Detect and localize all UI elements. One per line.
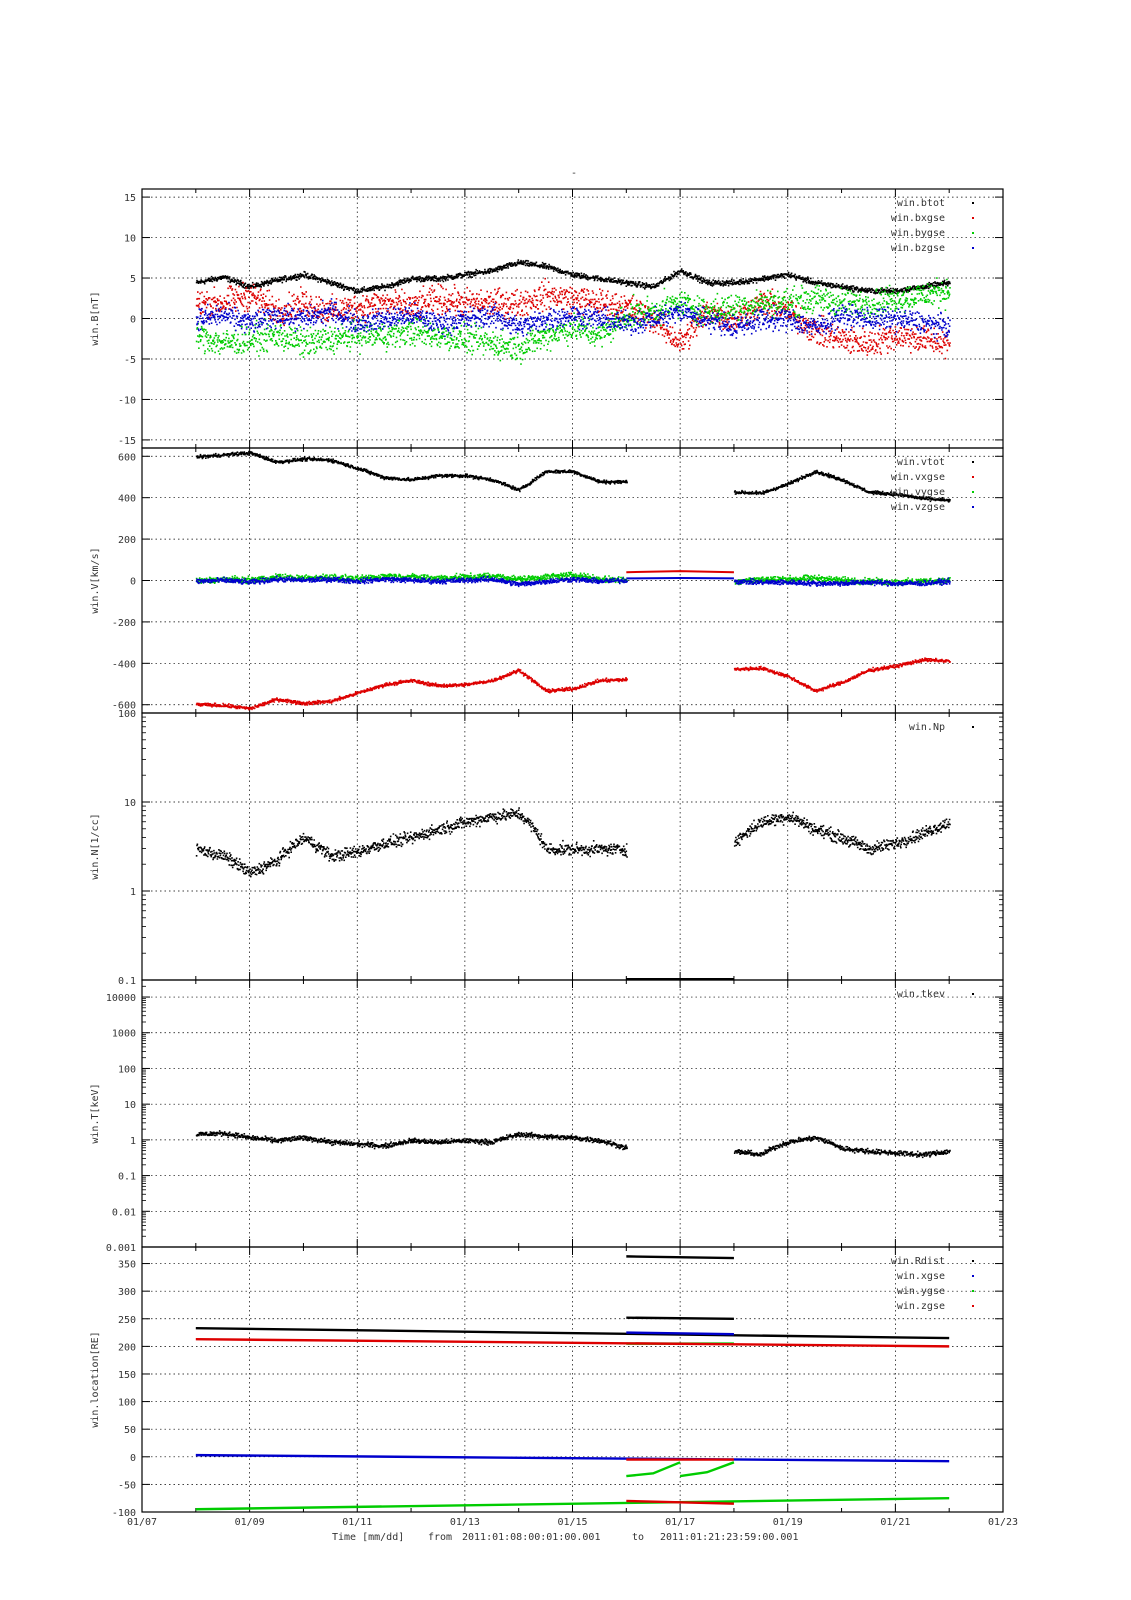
plot-area xyxy=(196,451,951,711)
y-tick-label: 350 xyxy=(117,1259,136,1271)
y-tick-label: 100 xyxy=(117,1064,136,1076)
y-tick-label: 200 xyxy=(117,1342,136,1354)
legend-marker xyxy=(972,232,974,234)
legend-label: win.bxgse xyxy=(890,213,945,224)
plot-area xyxy=(196,807,951,979)
y-tick-label: 100 xyxy=(117,709,136,720)
y-tick-label: 1000 xyxy=(111,1028,136,1040)
series-line xyxy=(626,1318,734,1319)
y-tick-label: 0.001 xyxy=(105,1243,136,1254)
legend-label: win.ygse xyxy=(896,1286,945,1297)
x-tick-label: 01/13 xyxy=(449,1517,480,1528)
series-line xyxy=(626,1462,680,1476)
plot-area xyxy=(196,259,951,365)
legend-label: win.btot xyxy=(896,198,945,209)
x-axis-tick-labels xyxy=(127,1517,1018,1528)
legend-label: win.zgse xyxy=(896,1301,945,1312)
y-tick-label: -5 xyxy=(123,354,136,366)
legend-marker xyxy=(972,217,974,219)
legend-marker xyxy=(972,1305,974,1307)
series-line xyxy=(626,1333,734,1335)
y-axis-label: win.B[nT] xyxy=(90,291,101,346)
range-to-word: to xyxy=(632,1532,645,1543)
plot-frame xyxy=(142,980,1003,1247)
legend-marker xyxy=(972,247,974,249)
series-line xyxy=(196,1328,949,1338)
legend-label: win.xgse xyxy=(896,1271,945,1282)
x-tick-label: 01/19 xyxy=(772,1517,803,1528)
x-tick-label: 01/07 xyxy=(126,1517,158,1528)
series-win.btot xyxy=(196,259,951,294)
x-axis-label: Time [mm/dd] xyxy=(332,1532,405,1543)
y-tick-label: 10 xyxy=(123,1100,136,1112)
legend-label: win.bygse xyxy=(890,228,945,239)
y-tick-label: 300 xyxy=(117,1287,136,1299)
y-tick-label: 1 xyxy=(129,1135,136,1147)
y-tick-label: 50 xyxy=(123,1425,136,1437)
legend-label: win.vzgse xyxy=(890,502,945,513)
panel-location xyxy=(90,1247,1003,1519)
legend-marker xyxy=(972,726,974,728)
legend-marker xyxy=(972,993,974,995)
y-tick-label: 400 xyxy=(117,493,136,505)
x-tick-label: 01/23 xyxy=(987,1517,1019,1528)
range-start-time: 2011:01:08:00:01:00.001 xyxy=(462,1532,601,1543)
legend-marker xyxy=(972,476,974,478)
y-tick-label: -15 xyxy=(117,435,136,447)
data-gap-line xyxy=(626,571,734,572)
y-tick-label: -10 xyxy=(117,395,136,407)
x-tick-label: 01/21 xyxy=(880,1517,911,1528)
legend-marker xyxy=(972,491,974,493)
legend-marker xyxy=(972,1275,974,1277)
y-axis-label: win.V[km/s] xyxy=(90,547,101,614)
panel-velocity xyxy=(90,448,1003,713)
y-tick-label: 200 xyxy=(117,535,136,547)
x-tick-label: 01/09 xyxy=(234,1517,265,1528)
y-tick-label: 150 xyxy=(117,1369,136,1381)
legend-label: win.Np xyxy=(908,722,945,733)
y-tick-label: -600 xyxy=(111,700,136,712)
y-tick-label: 0.01 xyxy=(111,1207,136,1219)
x-tick-label: 01/17 xyxy=(665,1517,696,1528)
series-points xyxy=(196,451,951,503)
series-points xyxy=(196,1130,951,1158)
y-tick-label: 0 xyxy=(129,314,136,326)
figure-title: - xyxy=(570,168,578,179)
y-tick-label: -100 xyxy=(111,1508,136,1519)
range-from-word: from xyxy=(428,1532,453,1543)
y-tick-label: 600 xyxy=(117,452,136,464)
legend-marker xyxy=(972,506,974,508)
series-points xyxy=(196,807,951,877)
panel-temperature xyxy=(90,980,1003,1254)
legend-marker xyxy=(972,1290,974,1292)
series-line xyxy=(626,1256,734,1258)
series-win.Np xyxy=(196,807,951,877)
y-axis-label: win.N[1/cc] xyxy=(90,813,101,880)
panel-density xyxy=(90,709,1003,987)
legend-label: win.Rdist xyxy=(890,1256,945,1267)
series-win.tkev xyxy=(196,1130,951,1158)
plot-area xyxy=(196,1130,951,1158)
series-line xyxy=(196,1339,949,1346)
y-tick-label: 0 xyxy=(129,576,136,588)
series-win.vtot xyxy=(196,451,951,503)
y-tick-label: 0.1 xyxy=(117,976,136,987)
y-axis-label: win.location[RE] xyxy=(90,1331,101,1428)
y-tick-label: 0.1 xyxy=(117,1171,136,1183)
series-points xyxy=(196,657,951,710)
y-tick-label: 10000 xyxy=(105,993,136,1005)
x-tick-label: 01/15 xyxy=(557,1517,588,1528)
series-line xyxy=(196,1455,949,1461)
y-axis-label: win.T[keV] xyxy=(90,1083,101,1144)
legend-marker xyxy=(972,202,974,204)
y-tick-label: 250 xyxy=(117,1314,136,1326)
legend-label: win.bzgse xyxy=(890,243,945,254)
y-tick-label: 15 xyxy=(123,193,136,205)
legend-label: win.vtot xyxy=(896,457,945,468)
range-end-time: 2011:01:21:23:59:00.001 xyxy=(660,1532,799,1543)
y-tick-label: -200 xyxy=(111,617,136,629)
legend-marker xyxy=(972,461,974,463)
y-tick-label: 10 xyxy=(123,233,136,245)
y-tick-label: 10 xyxy=(123,798,136,809)
y-tick-label: 1 xyxy=(129,887,136,898)
x-tick-label: 01/11 xyxy=(342,1517,373,1528)
legend-marker xyxy=(972,1260,974,1262)
series-win.zgse xyxy=(196,1339,949,1504)
panel-magnetic-field xyxy=(90,189,1003,448)
legend-label: win.tkev xyxy=(896,989,945,1000)
series-win.vxgse xyxy=(196,657,951,710)
y-tick-label: -400 xyxy=(111,659,136,671)
y-tick-label: 5 xyxy=(129,274,136,286)
y-tick-label: 0 xyxy=(129,1452,136,1464)
series-points xyxy=(196,259,951,294)
y-tick-label: 100 xyxy=(117,1397,136,1409)
series-line xyxy=(680,1462,734,1476)
legend-label: win.vygse xyxy=(890,487,945,498)
y-tick-label: -50 xyxy=(117,1480,136,1492)
legend-label: win.vxgse xyxy=(890,472,945,483)
